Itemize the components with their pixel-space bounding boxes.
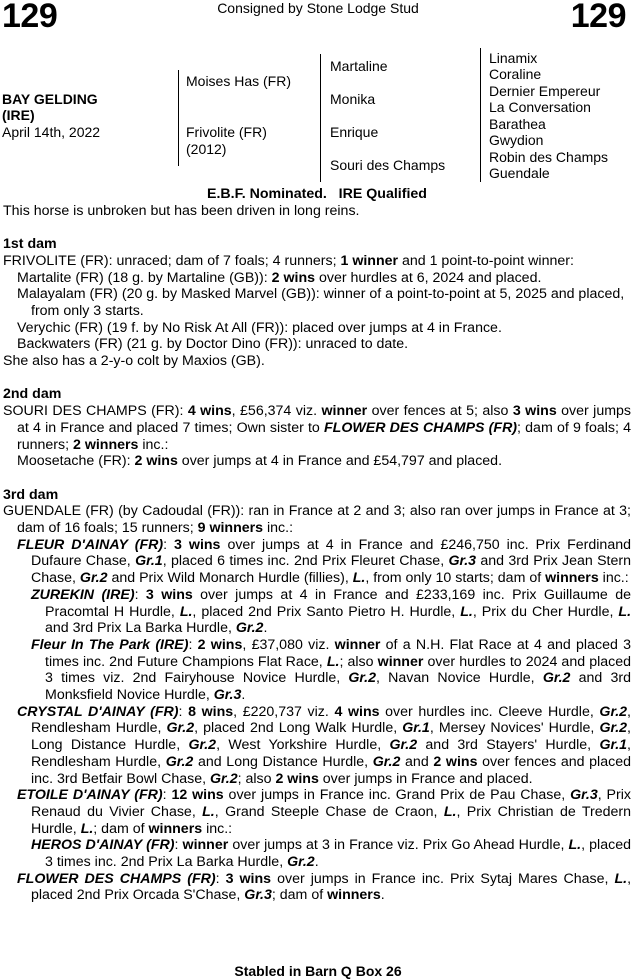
black-type-highlight: L. [202, 803, 215, 820]
sire-sire: Martaline [330, 58, 388, 74]
bold-highlight: 4 wins [187, 403, 232, 420]
bold-highlight: 2 wins [134, 453, 178, 470]
black-type-highlight: HEROS D'AINAY (FR) [31, 837, 175, 854]
black-type-highlight: Gr.2 [166, 720, 195, 737]
black-type-highlight: L. [326, 653, 340, 670]
g4-name: Gwydion [489, 132, 544, 148]
black-type-highlight: ZUREKIN (IRE) [31, 586, 135, 603]
produce-record: CRYSTAL D'AINAY (FR): 8 wins, £220,737 viz. 4 wins over hurdles inc. Cleeve Hurdle, Gr.2, Rendlesham Hurdle, Gr.2, placed 2nd Long Walk Hurdle, Gr.1, Mersey Novices' Hurdle, Gr.2, Long Distance Hurdle, Gr.2, West Yorkshire Hurdle, Gr.2 and 3rd Stayers' Hurdle, Gr.1, Rendlesham Hurdle, Gr.2 and Long Distance Hurdle, Gr.2 and 2 wins over fences and placed inc. 3rd Betfair Bowl Chase, Gr.2; also 2 wins over jumps in France and placed. [17, 703, 631, 787]
black-type-highlight: L. [568, 837, 582, 854]
sire-dam: Monika [330, 91, 376, 107]
horse-description: BAY GELDING [2, 91, 98, 107]
dam-dam: Souri des Champs [330, 157, 446, 173]
sire: Moises Has (FR) [186, 73, 292, 89]
g4-name: Dernier Empereur [489, 83, 601, 99]
bold-highlight: 3 wins [174, 536, 221, 553]
produce-record: HEROS D'AINAY (FR): winner over jumps at 3 in France viz. Prix Go Ahead Hurdle, L., placed 3 times inc. 2nd Prix La Barka Hurdle, Gr.2. [31, 837, 631, 871]
black-type-highlight: L. [443, 803, 457, 820]
produce-record: Moosetache (FR): 2 wins over jumps at 4 in France and £54,797 and placed. [17, 453, 503, 470]
black-type-highlight: Gr.2 [210, 770, 238, 787]
produce-record: Verychic (FR) (19 f. by No Risk At All (FR)): placed over jumps at 4 in France. [17, 319, 502, 336]
ire-qualified: IRE Qualified [338, 186, 427, 202]
black-type-highlight: Gr.2 [372, 753, 401, 770]
produce-record: FLEUR D'AINAY (FR): 3 wins over jumps at 4 in France and £246,750 inc. Prix Ferdinand Dufaure Chase, Gr.1, placed 6 times inc. 2nd Prix Fleuret Chase, Gr.3 and 3rd Prix Jean Stern Chase, Gr.2 and Prix Wild Monarch Hurdle (fillies), L., from only 10 starts; dam of winners inc.: [17, 536, 631, 587]
black-type-highlight: Gr.2 [165, 753, 194, 770]
bold-highlight: 8 wins [188, 703, 234, 720]
dam-year: (2012) [186, 141, 227, 157]
g4-name: Robin des Champs [489, 149, 609, 165]
bold-highlight: 3 wins [145, 586, 193, 603]
horse-origin: (IRE) [2, 107, 35, 123]
black-type-highlight: L. [179, 603, 193, 620]
produce-record: Malayalam (FR) (20 g. by Masked Marvel (GB)): winner of a point-to-point at 5, 2025 and placed, from only 3 starts. [17, 286, 625, 319]
produce-record: ETOILE D'AINAY (FR): 12 wins over jumps in France inc. Grand Prix de Pau Chase, Gr.3, Prix Renaud du Vivier Chase, L., Grand Steeple Chase de Craon, L., Prix Christian de Tredern Hurdle, L.; dam of winners inc.: [17, 787, 631, 837]
bold-highlight: 2 winners [73, 436, 139, 453]
bold-highlight: winners [327, 887, 381, 904]
third-dam-heading: 3rd dam [3, 486, 59, 503]
dam-sire: Enrique [330, 124, 379, 140]
second-dam-heading: 2nd dam [3, 386, 62, 403]
bold-highlight: 2 wins [433, 753, 478, 770]
black-type-highlight: CRYSTAL D'AINAY (FR) [17, 703, 179, 720]
dam-record: FRIVOLITE (FR): unraced; dam of 7 foals; 4 runners; 1 winner and 1 point-to-point winner: [3, 252, 574, 269]
bold-highlight: winner [334, 636, 381, 653]
produce-record: Fleur In The Park (IRE): 2 wins, £37,080 viz. winner of a N.H. Flat Race at 4 and placed 3 times inc. 2nd Future Champions Flat Race, L.; also winner over hurdles to 2024 and placed 3 times viz. 2nd Fairyhouse Novice Hurdle, Gr.2, Navan Novice Hurdle, Gr.2 and 3rd Monksfield Novice Hurdle, Gr.3. [31, 636, 632, 704]
black-type-highlight: Gr.2 [188, 737, 217, 754]
black-type-highlight: L. [618, 603, 632, 620]
bold-highlight: 4 wins [334, 703, 380, 720]
foaling-date: April 14th, 2022 [2, 124, 101, 140]
black-type-highlight: FLOWER DES CHAMPS (FR) [17, 870, 216, 887]
black-type-highlight: Gr.1 [135, 553, 163, 570]
bold-highlight: 9 winners [197, 520, 264, 537]
bold-highlight: 12 wins [171, 787, 224, 804]
black-type-highlight: Gr.3 [213, 687, 242, 704]
bold-highlight: 2 wins [271, 269, 316, 286]
produce-record: ZUREKIN (IRE): 3 wins over jumps at 4 in France and £233,169 inc. Prix Guillaume de Pracomtal H Hurdle, L., placed 2nd Prix Santo Pietro H. Hurdle, L., Prix du Cher Hurdle, L. and 3rd Prix La Barka Hurdle, Gr.2. [31, 586, 632, 637]
produce-record: Backwaters (FR) (21 g. by Doctor Dino (FR)): unraced to date. [17, 336, 409, 353]
pedigree-divider-3 [480, 48, 481, 182]
black-type-highlight: L. [614, 870, 628, 887]
black-type-highlight: Gr.2 [235, 620, 264, 637]
bold-highlight: winners [545, 570, 599, 587]
produce-record: Martalite (FR) (18 g. by Martaline (GB)): 2 wins over hurdles at 6, 2024 and placed. [17, 269, 542, 286]
produce-record: FLOWER DES CHAMPS (FR): 3 wins over jumps in France inc. Prix Sytaj Mares Chase, L., placed 2nd Prix Orcada S'Chase, Gr.3; dam of winners. [17, 870, 632, 904]
consignor: Consigned by Stone Lodge Stud [217, 0, 419, 16]
black-type-highlight: Gr.1 [402, 720, 430, 737]
black-type-highlight: Gr.1 [599, 737, 628, 754]
black-type-highlight: Gr.3 [448, 553, 477, 570]
lot-number-right: 129 [570, 0, 626, 35]
bold-highlight: 3 wins [512, 403, 557, 420]
black-type-highlight: Gr.3 [570, 787, 598, 804]
g4-name: Coraline [489, 66, 542, 82]
g4-name: Linamix [489, 50, 538, 66]
black-type-highlight: ETOILE D'AINAY (FR) [17, 787, 163, 804]
black-type-highlight: L. [460, 603, 473, 620]
dam-record: SOURI DES CHAMPS (FR): 4 wins, £56,374 viz. winner over fences at 5; also 3 wins over jumps at 4 in France and placed 7 times; Own sister to FLOWER DES CHAMPS (FR); dam of 9 foals; 4 runners; 2 winners inc.: [3, 403, 632, 453]
bold-highlight: winner [377, 653, 424, 670]
eligibility-line [3, 186, 631, 203]
g4-name: La Conversation [489, 99, 591, 115]
bold-highlight: winner [321, 403, 368, 420]
black-type-highlight: Gr.3 [244, 887, 272, 904]
black-type-highlight: Gr.2 [542, 670, 571, 687]
black-type-highlight: Gr.2 [389, 737, 418, 754]
bold-highlight: winner [182, 837, 229, 854]
pedigree-table [0, 48, 636, 184]
pedigree-divider-1 [178, 70, 179, 166]
black-type-highlight: FLOWER DES CHAMPS (FR) [324, 419, 518, 436]
stabling-location: Stabled in Barn Q Box 26 [234, 963, 402, 979]
black-type-highlight: Gr.2 [287, 854, 315, 871]
g4-name: Barathea [489, 116, 546, 132]
black-type-highlight: Gr.2 [348, 670, 376, 687]
bold-highlight: winners [148, 820, 203, 837]
black-type-highlight: FLEUR D'AINAY (FR) [17, 536, 164, 553]
black-type-highlight: Gr.2 [79, 570, 108, 587]
black-type-highlight: L. [352, 570, 366, 587]
g4-name: Guendale [489, 165, 550, 181]
dam-record: GUENDALE (FR) (by Cadoudal (FR)): ran in France at 2 and 3; also ran over jumps in France at 3; dam of 16 foals; 15 runners; 9 winners inc.: [3, 503, 631, 537]
ebf-nominated: E.B.F. Nominated. [207, 186, 327, 202]
bold-highlight: 1 winner [340, 252, 399, 269]
black-type-highlight: L. [80, 820, 94, 837]
black-type-highlight: Gr.2 [599, 720, 628, 737]
first-dam-heading: 1st dam [3, 236, 57, 253]
black-type-highlight: Gr.2 [599, 703, 628, 720]
bold-highlight: 2 wins [275, 770, 319, 787]
pedigree-divider-2 [320, 54, 321, 182]
dam: Frivolite (FR) [186, 124, 267, 140]
lot-number-left: 129 [2, 0, 58, 35]
black-type-highlight: Fleur In The Park (IRE) [31, 636, 189, 653]
bold-highlight: 3 wins [225, 870, 272, 887]
bold-highlight: 2 wins [197, 636, 243, 653]
produce-note: She also has a 2-y-o colt by Maxios (GB). [3, 353, 265, 370]
catalogue-body [3, 186, 631, 904]
unbroken-note: This horse is unbroken but has been driven in long reins. [3, 202, 360, 219]
